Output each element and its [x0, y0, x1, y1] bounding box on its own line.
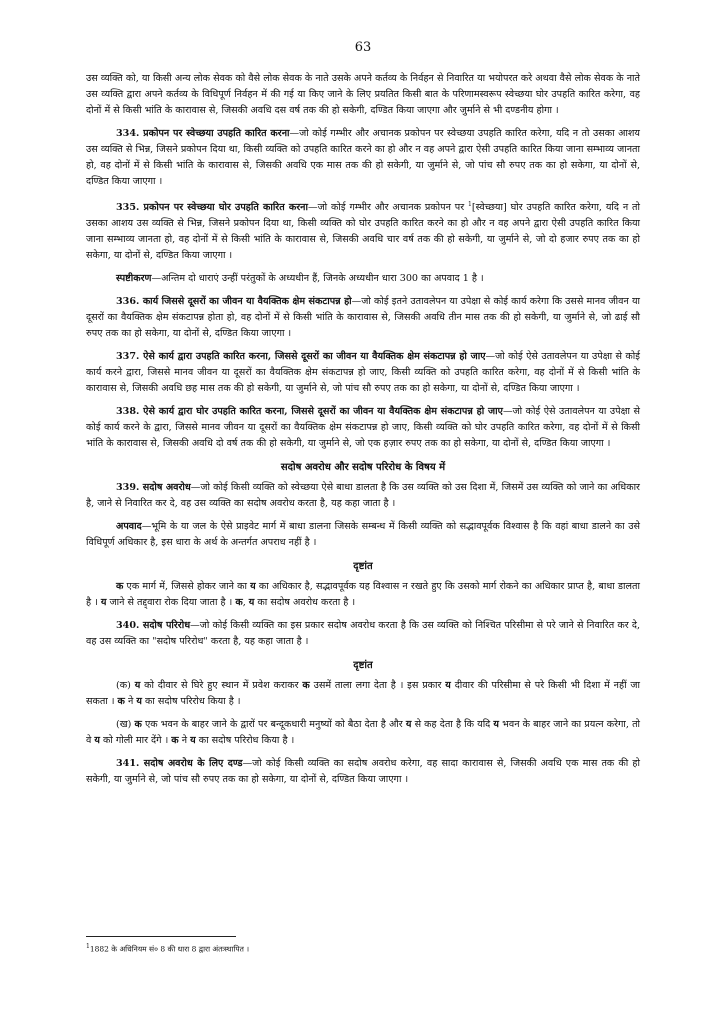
illustration-label: (क) [116, 680, 135, 692]
section-337-heading: 337. ऐसे कार्य द्वारा उपहति कारित करना, जिससे दूसरों का जीवन या वैयक्तिक क्षेम संकटापन्न हो जाए [116, 351, 486, 363]
footnote-text: 1882 के अधिनियम सं० 8 की धारा 8 द्वारा अंतःस्थापित । [89, 944, 250, 954]
section-339-heading: 339. सदोष अवरोध [116, 482, 191, 494]
section-341-heading: 341. सदोष अवरोध के लिए दण्ड [116, 758, 243, 770]
section-335-heading: 335. प्रकोपन पर स्वेच्छया घोर उपहति कारित करना [116, 202, 308, 214]
illustration-339 [86, 579, 640, 611]
party-a: क [235, 597, 243, 609]
illustration-text: का सदोष परिरोध किया है । [195, 735, 295, 747]
illustration-heading-340: दृष्टांत [353, 660, 373, 672]
party-a: क [116, 581, 124, 593]
illustration-heading: दृष्टांत [353, 561, 373, 573]
section-340 [86, 618, 640, 650]
illustration-text: दीवार की परिसीमा से परे किसी भी दिशा में नहीं जा सकता । [86, 680, 641, 708]
intro-paragraph: उस व्यक्ति को, या किसी अन्य लोक सेवक को वैसे लोक सेवक के नाते उसके अपने कर्तव्य के निर्वहन से निवारित या भयोपरत करे अथवा वैसे लोक सेवक के नाते उस व्यक्ति द्वारा अपने कर्तव्य के विधिपूर्ण निर्वहन में की गई या किए जाने के लिए प्रयतित किसी बात के परिणामस्वरूप स्वेच्छया घोर उपहति कारित करेगा, वह दोनों में से किसी भांति के कारावास से, जिसकी अवधि दस वर्ष तक की हो सकेगी, दण्डित किया जाएगा और जुर्माने से भी दण्डनीय होगा । [86, 73, 640, 116]
illustration-text: भवन के बाहर जाने का प्रयत्न करेगा, तो वे [86, 719, 641, 747]
illustration-340-a [86, 678, 640, 710]
footnote [86, 942, 249, 955]
section-335-text-b: [स्वेच्छया] घोर उपहति कारित करेगा, यदि न तो उसका आशय उस व्यक्ति से भिन्न, जिसने प्रकोपन दिया था, किसी व्यक्ति को घोर उपहति कारित करने का हो और न वह अपने द्वारा ऐसी उपहति कारित किया जाना सम्भाव्य जानता हो, वह दोनों में से किसी भांति के कारावास से, जिसकी अवधि चार वर्ष तक की हो सकेगी, या जुर्माने से, जो दो हजार रुपए तक का हो सकेगा, या दोनों से, दण्डित किया जाएगा । [86, 202, 640, 262]
illustration-label: (ख) [116, 719, 135, 731]
section-338-heading: 338. ऐसे कार्य द्वारा घोर उपहति कारित करना, जिससे दूसरों का जीवन या वैयक्तिक क्षेम संकटापन्न हो जाए [116, 406, 503, 418]
illustration-text: का अधिकार है, सद्भावपूर्वक यह विश्वास न रखते हुए कि उसको मार्ग रोकने का अधिकार प्राप्त है, बाधा डालता है । [86, 581, 640, 609]
party-z: य [100, 597, 107, 609]
section-335 [86, 197, 640, 264]
party-a: क [302, 680, 310, 692]
illustration-text: का सदोष अवरोध करता है । [254, 597, 356, 609]
exception-text: —भूमि के या जल के ऐसे प्राइवेट मार्ग में बाधा डालना जिसके सम्बन्ध में किसी व्यक्ति को सद्भावपूर्वक विश्वास है कि वहां बाधा डालने का उसे विधिपूर्ण अधिकार है, इस धारा के अर्थ के अन्तर्गत अपराध नहीं है । [86, 521, 640, 549]
party-z: य [136, 696, 142, 708]
section-341-text: —जो कोई किसी व्यक्ति का सदोष अवरोध करेगा, वह सादा कारावास से, जिसकी अवधि एक मास तक की हो सकेगी, या जुर्माने से, जो पांच सौ रुपए तक का हो सकेगा, या दोनों से, दण्डित किया जाएगा । [86, 758, 640, 786]
page-number: 63 [354, 40, 372, 55]
document-page [86, 40, 640, 795]
party-z: य [248, 597, 255, 609]
section-337-text: —जो कोई ऐसे उतावलेपन या उपेक्षा से कोई कार्य करने द्वारा, जिससे मानव जीवन या दूसरों का वैयक्तिक क्षेम संकटापन्न हो जाए, किसी व्यक्ति को उपहति कारित करेगा, वह दोनों में से किसी भांति के कारावास से, जिसकी अवधि छह मास तक की हो सकेगी, या जुर्माने से, जो पांच सौ रुपए तक का हो सकेगा, या दोनों से, दण्डित किया जाएगा । [86, 351, 640, 395]
section-338-text: —जो कोई ऐसे उतावलेपन या उपेक्षा से कोई कार्य करने के द्वारा, जिससे मानव जीवन या दूसरों का वैयक्तिक क्षेम संकटापन्न हो जाए, किसी व्यक्ति को घोर उपहति कारित करेगा, वह दोनों में से किसी भांति के कारावास से, जिसकी अवधि दो वर्ष तक की हो सकेगी, या जुर्माने से, जो एक हज़ार रुपए तक का हो सकेगा, या दोनों से, दण्डित किया जाएगा । [86, 406, 640, 450]
footnote-marker: 1 [468, 201, 472, 208]
section-336-heading: 336. कार्य जिससे दूसरों का जीवन या वैयक्तिक क्षेम संकटापन्न हो [116, 296, 352, 308]
explanation-text: —अन्तिम दो धाराएं उन्हीं परंतुकों के अध्यधीन हैं, जिनके अध्यधीन धारा 300 का अपवाद 1 है । [151, 273, 484, 285]
section-334-heading: 334. प्रकोपन पर स्वेच्छया उपहति कारित करना [116, 128, 290, 139]
section-341 [86, 756, 640, 788]
chapter-heading: सदोष अवरोध और सदोष परिरोध के विषय में [280, 462, 446, 474]
illustration-text: को दीवार से घिरे हुए स्थान में प्रवेश कराकर [140, 680, 303, 692]
party-z: य [405, 719, 412, 731]
party-a: क [134, 719, 142, 731]
party-z: य [134, 680, 141, 692]
section-340-text: —जो कोई किसी व्यक्ति का इस प्रकार सदोष अवरोध करता है कि उस व्यक्ति को निश्चित परिसीमा से परे जाने से निवारित कर दे, वह उस व्यक्ति का "सदोष परिरोध" करता है, यह कहा जाता है । [86, 620, 640, 648]
illustration-text: से कह देता है कि यदि [411, 719, 494, 731]
section-339-text: —जो कोई किसी व्यक्ति को स्वेच्छया ऐसे बाधा डालता है कि उस व्यक्ति को उस दिशा में, जिसमें उस व्यक्ति को जाने का अधिकार है, जाने से निवारित कर दे, वह उस व्यक्ति का सदोष अवरोध करता है, यह कहा जाता है । [86, 482, 640, 510]
exception-label: अपवाद [116, 521, 142, 533]
party-z: य [190, 735, 196, 747]
illustration-text: जाने से तद्द्वारा रोक दिया जाता है । [106, 597, 236, 609]
party-a: क [117, 696, 125, 708]
explanation [86, 271, 640, 287]
party-a: क [171, 735, 179, 747]
section-337 [86, 349, 640, 397]
illustration-text: , [242, 597, 249, 609]
explanation-label: स्पष्टीकरण [116, 273, 152, 285]
section-338 [86, 404, 640, 452]
section-339 [86, 480, 640, 512]
illustration-text: को गोली मार देंगे । [99, 735, 172, 747]
illustration-text: एक मार्ग में, जिससे होकर जाने का [123, 581, 251, 593]
section-334-text: —जो कोई गम्भीर और अचानक प्रकोपन पर स्वेच्छया उपहति कारित करेगा, यदि न तो उसका आशय उस व्यक्ति से भिन्न, जिसने प्रकोपन दिया था, किसी व्यक्ति को उपहति कारित करने का हो और न वह अपने द्वारा ऐसी उपहति कारित किया जाना सम्भाव्य जानता हो, वह दोनों में से किसी भांति के कारावास से, जिसकी अवधि एक मास तक की हो सकेगी, या जुर्माने से, जो पांच सौ रुपए तक का हो सकेगा, या दोनों से, दण्डित किया जाएगा । [86, 128, 640, 187]
illustration-340-b [86, 717, 640, 749]
illustration-text: का सदोष परिरोध किया है । [141, 696, 241, 708]
section-336-text: —जो कोई इतने उतावलेपन या उपेक्षा से कोई कार्य करेगा कि उससे मानव जीवन या दूसरों का वैयक्तिक क्षेम संकटापन्न होता हो, वह दोनों में से किसी भांति के कारावास से, जिसकी अवधि तीन मास तक की हो सकेगी, या जुर्माने से, जो ढाई सौ रुपए तक का हो सकेगा, या दोनों से, दण्डित किया जाएगा । [86, 296, 640, 340]
section-335-text-a: —जो कोई गम्भीर और अचानक प्रकोपन पर [307, 202, 469, 214]
footnote-number: 1 [86, 943, 90, 950]
party-z: य [445, 680, 451, 692]
illustration-text: ने [178, 735, 191, 747]
party-z: य [94, 735, 100, 747]
illustration-text: एक भवन के बाहर जाने के द्वारों पर बन्दूकधारी मनुष्यों को बैठा देता है और [141, 719, 406, 731]
party-z: य [493, 719, 499, 731]
party-z: य [250, 581, 256, 593]
exception [86, 519, 640, 551]
footnote-divider [86, 936, 236, 937]
illustration-text: ने [124, 696, 137, 708]
section-340-heading: 340. सदोष परिरोध [116, 620, 191, 632]
illustration-text: उसमें ताला लगा देता है । इस प्रकार [309, 680, 446, 692]
section-336 [86, 294, 640, 342]
section-334 [86, 126, 640, 190]
